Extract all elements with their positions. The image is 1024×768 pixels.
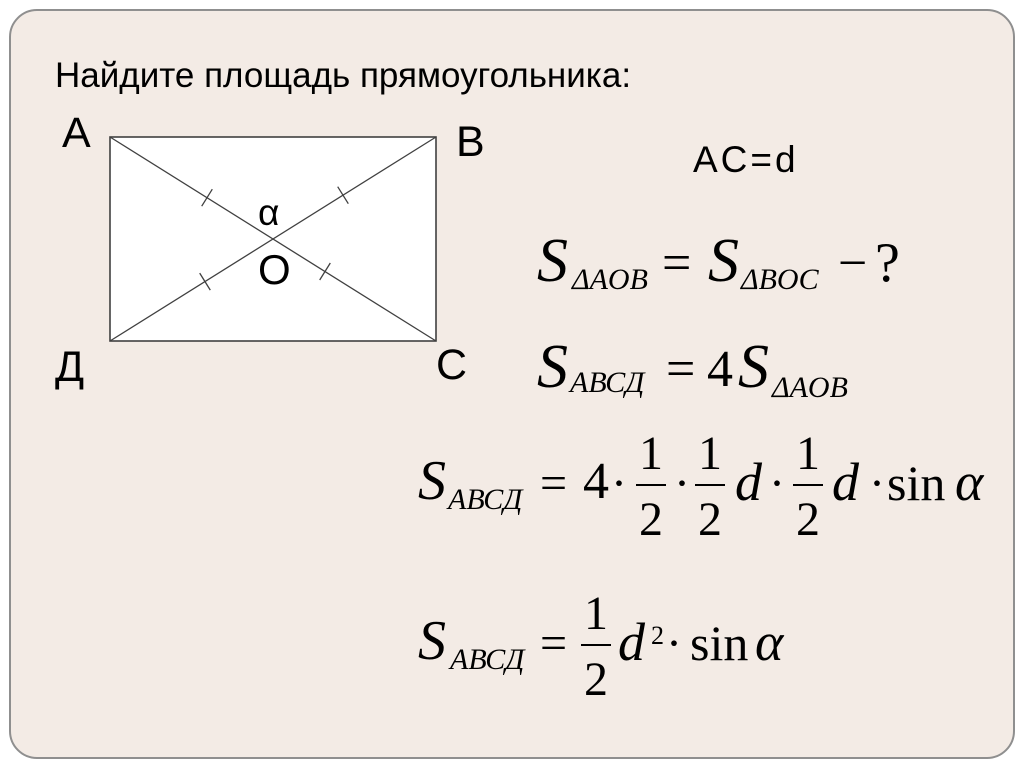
diagonal-variable: d [832, 452, 859, 512]
vertex-label-a: А [62, 109, 91, 157]
exponent: 2 [651, 621, 664, 650]
vertex-label-b: В [456, 118, 485, 166]
fraction [631, 427, 671, 546]
multiply-dot: · [769, 457, 785, 510]
equals-sign: = [540, 617, 568, 670]
area-subscript: ΔAOB [572, 263, 648, 296]
fraction-bar [581, 644, 611, 646]
fraction-denominator: 2 [584, 653, 608, 706]
multiply-dot: · [611, 457, 627, 510]
angle-alpha: α [955, 452, 984, 512]
diagonal-variable: d [618, 612, 645, 672]
fraction [788, 427, 828, 546]
area-symbol: S [418, 450, 446, 512]
area-subscript: АВСД [448, 483, 523, 516]
area-subscript: ΔBOC [741, 263, 819, 296]
fraction-numerator: 1 [698, 427, 722, 480]
equals-sign: = [540, 457, 568, 510]
coefficient: 4 [707, 341, 733, 398]
area-symbol: S [708, 227, 739, 295]
fraction-denominator: 2 [796, 493, 820, 546]
equals-sign: = [666, 341, 696, 398]
given-diagonal: AC=d [693, 139, 799, 180]
slide-title: Найдите площадь прямоугольника: [55, 56, 632, 95]
fraction-bar [636, 484, 666, 486]
sine-function: sin [690, 615, 749, 671]
vertex-label-d: Д [55, 343, 85, 391]
diagonal-variable: d [735, 452, 762, 512]
area-subscript: АВСД [570, 366, 645, 399]
area-symbol: S [738, 333, 769, 401]
multiply-dot: · [674, 457, 690, 510]
fraction-numerator: 1 [796, 427, 820, 480]
fraction-denominator: 2 [698, 493, 722, 546]
fraction-bar [695, 484, 725, 486]
coefficient: 4 [583, 453, 609, 510]
multiply-dot: · [869, 457, 885, 510]
multiply-dot: · [666, 617, 682, 670]
area-subscript: АВСД [450, 643, 525, 676]
fraction [576, 587, 616, 706]
area-symbol: S [537, 227, 568, 295]
vertex-label-c: С [436, 341, 468, 389]
fraction-bar [793, 484, 823, 486]
area-symbol: S [418, 610, 446, 672]
angle-alpha: α [755, 612, 784, 672]
fraction-numerator: 1 [584, 587, 608, 640]
area-symbol: S [537, 333, 568, 401]
fraction [690, 427, 730, 546]
equals-sign: = [662, 235, 692, 292]
fraction-numerator: 1 [639, 427, 663, 480]
sine-function: sin [887, 455, 946, 511]
question-mark: ? [875, 232, 900, 294]
minus-sign: − [838, 235, 868, 292]
area-subscript: ΔAOB [772, 371, 848, 404]
angle-label-alpha: α [258, 192, 280, 233]
center-label-o: O [258, 246, 291, 293]
fraction-denominator: 2 [639, 493, 663, 546]
